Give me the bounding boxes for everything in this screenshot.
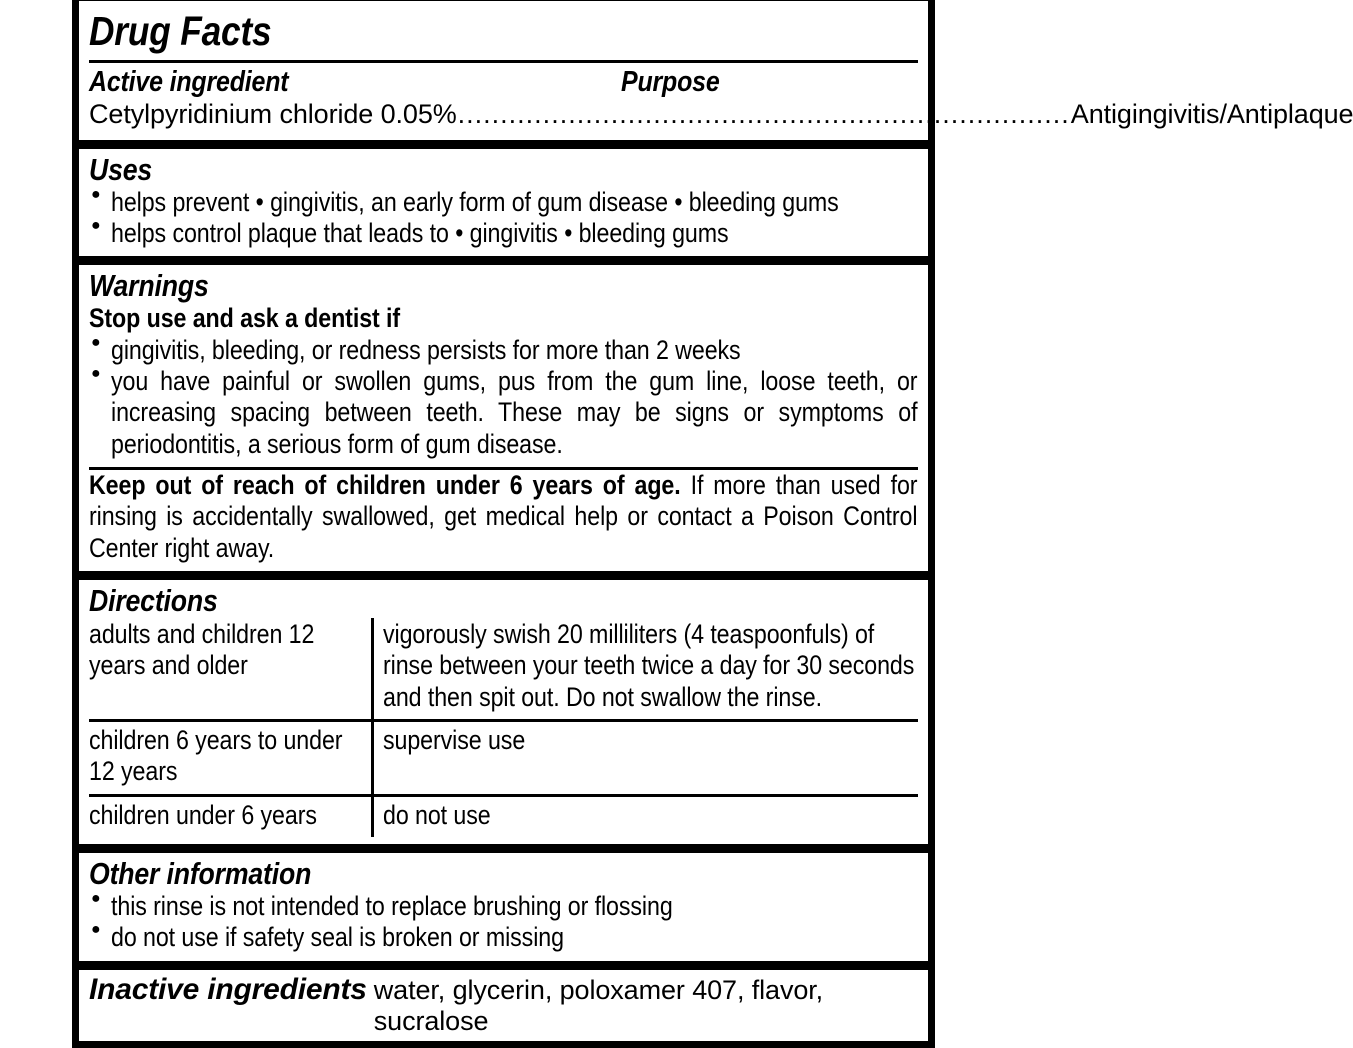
list-item: ● helps prevent • gingivitis, an early form of gum disease • bleeding gums: [89, 187, 918, 218]
inactive-ingredients-value: water, glycerin, poloxamer 407, flavor, sucralose: [373, 974, 824, 1036]
list-item: ● this rinse is not intended to replace brushing or flossing: [89, 891, 918, 922]
inactive-ingredients-section: [89, 970, 918, 1041]
other-information-list: [89, 891, 918, 954]
directions-who: children under 6 years: [89, 795, 373, 837]
keep-out-of-reach-rest: If more than used for rinsing is accidentally swallowed, get medical help or contact a Poison Control Center right away.: [89, 469, 918, 563]
keep-out-of-reach-bold: Keep out of reach of children under 6 years of age.: [89, 469, 681, 500]
purpose-header: Purpose: [621, 65, 720, 98]
list-item: ● you have painful or swollen gums, pus from the gum line, loose teeth, or increasing spacing between teeth. These may be signs or symptoms of periodontitis, a serious form of gum disease.: [89, 366, 918, 460]
table-row: [89, 795, 918, 837]
drug-facts-title-text: Drug Facts: [89, 8, 272, 54]
warnings-list: [89, 335, 918, 460]
table-row: [89, 720, 918, 795]
directions-table: [89, 618, 918, 837]
page-title: [89, 1, 918, 60]
other-information-section: [89, 853, 918, 961]
directions-what: do not use: [373, 795, 919, 837]
keep-out-of-reach-section: [89, 470, 918, 571]
active-ingredient-name: Cetylpyridinium chloride 0.05%: [89, 99, 457, 130]
directions-heading: Directions: [89, 582, 218, 618]
section-divider-warnings: [79, 256, 928, 265]
list-item: ● do not use if safety seal is broken or missing: [89, 922, 918, 953]
section-divider-inactive-ingredients: [79, 961, 928, 970]
directions-what: vigorously swish 20 milliliters (4 teaspoonfuls) of rinse between your teeth twice a day for 30 seconds and then spit out. Do not swallow the rinse.: [373, 618, 919, 720]
drug-facts-label: [72, 0, 1353, 1048]
keep-out-of-reach-text: [89, 470, 918, 564]
section-divider-uses: [79, 140, 928, 149]
directions-what: supervise use: [373, 720, 919, 795]
active-ingredient-row: [89, 99, 1353, 132]
warnings-section: [89, 265, 918, 467]
directions-who: children 6 years to under 12 years: [89, 720, 373, 795]
active-ingredient-header: Active ingredient: [89, 65, 289, 98]
inactive-ingredients-row: [89, 970, 918, 1041]
list-item: ● helps control plaque that leads to • gingivitis • bleeding gums: [89, 218, 918, 249]
active-ingredient-section: [89, 63, 1353, 140]
section-divider-directions: [79, 571, 928, 580]
uses-heading: Uses: [89, 151, 153, 187]
directions-who: adults and children 12 years and older: [89, 618, 315, 681]
section-divider-other-information: [79, 844, 928, 853]
warnings-heading: Warnings: [89, 268, 209, 304]
uses-section: [89, 149, 918, 257]
uses-list: [89, 187, 918, 250]
inactive-ingredients-label: Inactive ingredients: [89, 972, 367, 1006]
active-ingredient-headers: [89, 63, 918, 99]
list-item: ● gingivitis, bleeding, or redness persists for more than 2 weeks: [89, 335, 918, 366]
warnings-subheading: Stop use and ask a dentist if: [89, 303, 401, 334]
directions-section: [89, 580, 918, 844]
other-information-heading: Other information: [89, 855, 312, 891]
table-row: [89, 618, 918, 720]
active-ingredient-purpose: Antigingivitis/Antiplaque: [1070, 99, 1353, 130]
leader-dots: ........................................................................: [457, 99, 1070, 130]
